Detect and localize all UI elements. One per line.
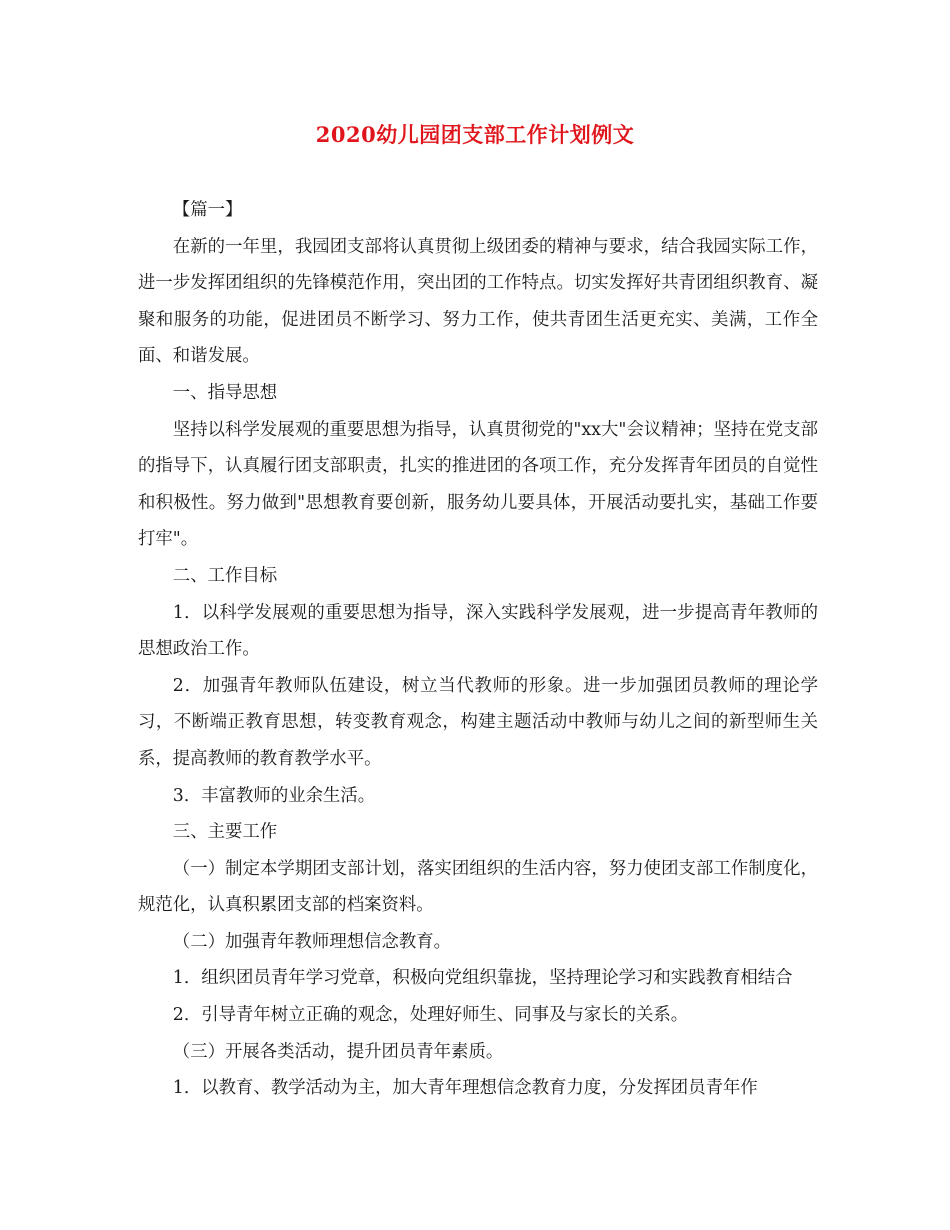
section-heading: 一、指导思想 (172, 382, 278, 403)
paragraph: 1．以教育、教学活动为主，加大青年理想信念教育力度，分发挥团员青年作 (172, 1078, 758, 1099)
section-heading: 三、主要工作 (172, 822, 278, 843)
document-body (138, 192, 818, 1107)
paragraph: 3．丰富教师的业余生活。 (172, 785, 376, 806)
paragraph: （三）开展各类活动，提升团员青年素质。 (172, 1041, 504, 1062)
document-title: 2020幼儿园团支部工作计划例文 (315, 122, 635, 147)
paragraph: 2．加强青年教师队伍建设，树立当代教师的形象。进一步加强团员教师的理论学习，不断端正教育思想，转变教育观念，构建主题活动中教师与幼儿之间的新型师生关系，提高教师的教育教学水平。 (138, 675, 818, 769)
section-heading: 二、工作目标 (172, 565, 278, 586)
section-label: 【篇一】 (172, 200, 243, 220)
paragraph: 2．引导青年树立正确的观念，处理好师生、同事及与家长的关系。 (172, 1005, 689, 1026)
paragraph: 1．以科学发展观的重要思想为指导，深入实践科学发展观，进一步提高青年教师的思想政治工作。 (138, 602, 818, 660)
paragraph: （一）制定本学期团支部计划，落实团组织的生活内容，努力使团支部工作制度化，规范化，认真积累团支部的档案资料。 (138, 858, 818, 916)
paragraph: 1．组织团员青年学习党章，积极向党组织靠拢，坚持理论学习和实践教育相结合 (172, 968, 793, 989)
paragraph: 坚持以科学发展观的重要思想为指导，认真贯彻党的"xx大"会议精神；坚持在党支部的指导下，认真履行团支部职责，扎实的推进团的各项工作，充分发挥青年团员的自觉性和积极性。努力做到"思想教育要创新，服务幼儿要具体，开展活动要扎实，基础工作要打牢"。 (138, 419, 818, 550)
paragraph: 在新的一年里，我园团支部将认真贯彻上级团委的精神与要求，结合我园实际工作，进一步发挥团组织的先锋模范作用，突出团的工作特点。切实发挥好共青团组织教育、凝聚和服务的功能，促进团员不断学习、努力工作，使共青团生活更充实、美满，工作全面、和谐发展。 (138, 236, 818, 367)
paragraph: （二）加强青年教师理想信念教育。 (172, 931, 452, 952)
